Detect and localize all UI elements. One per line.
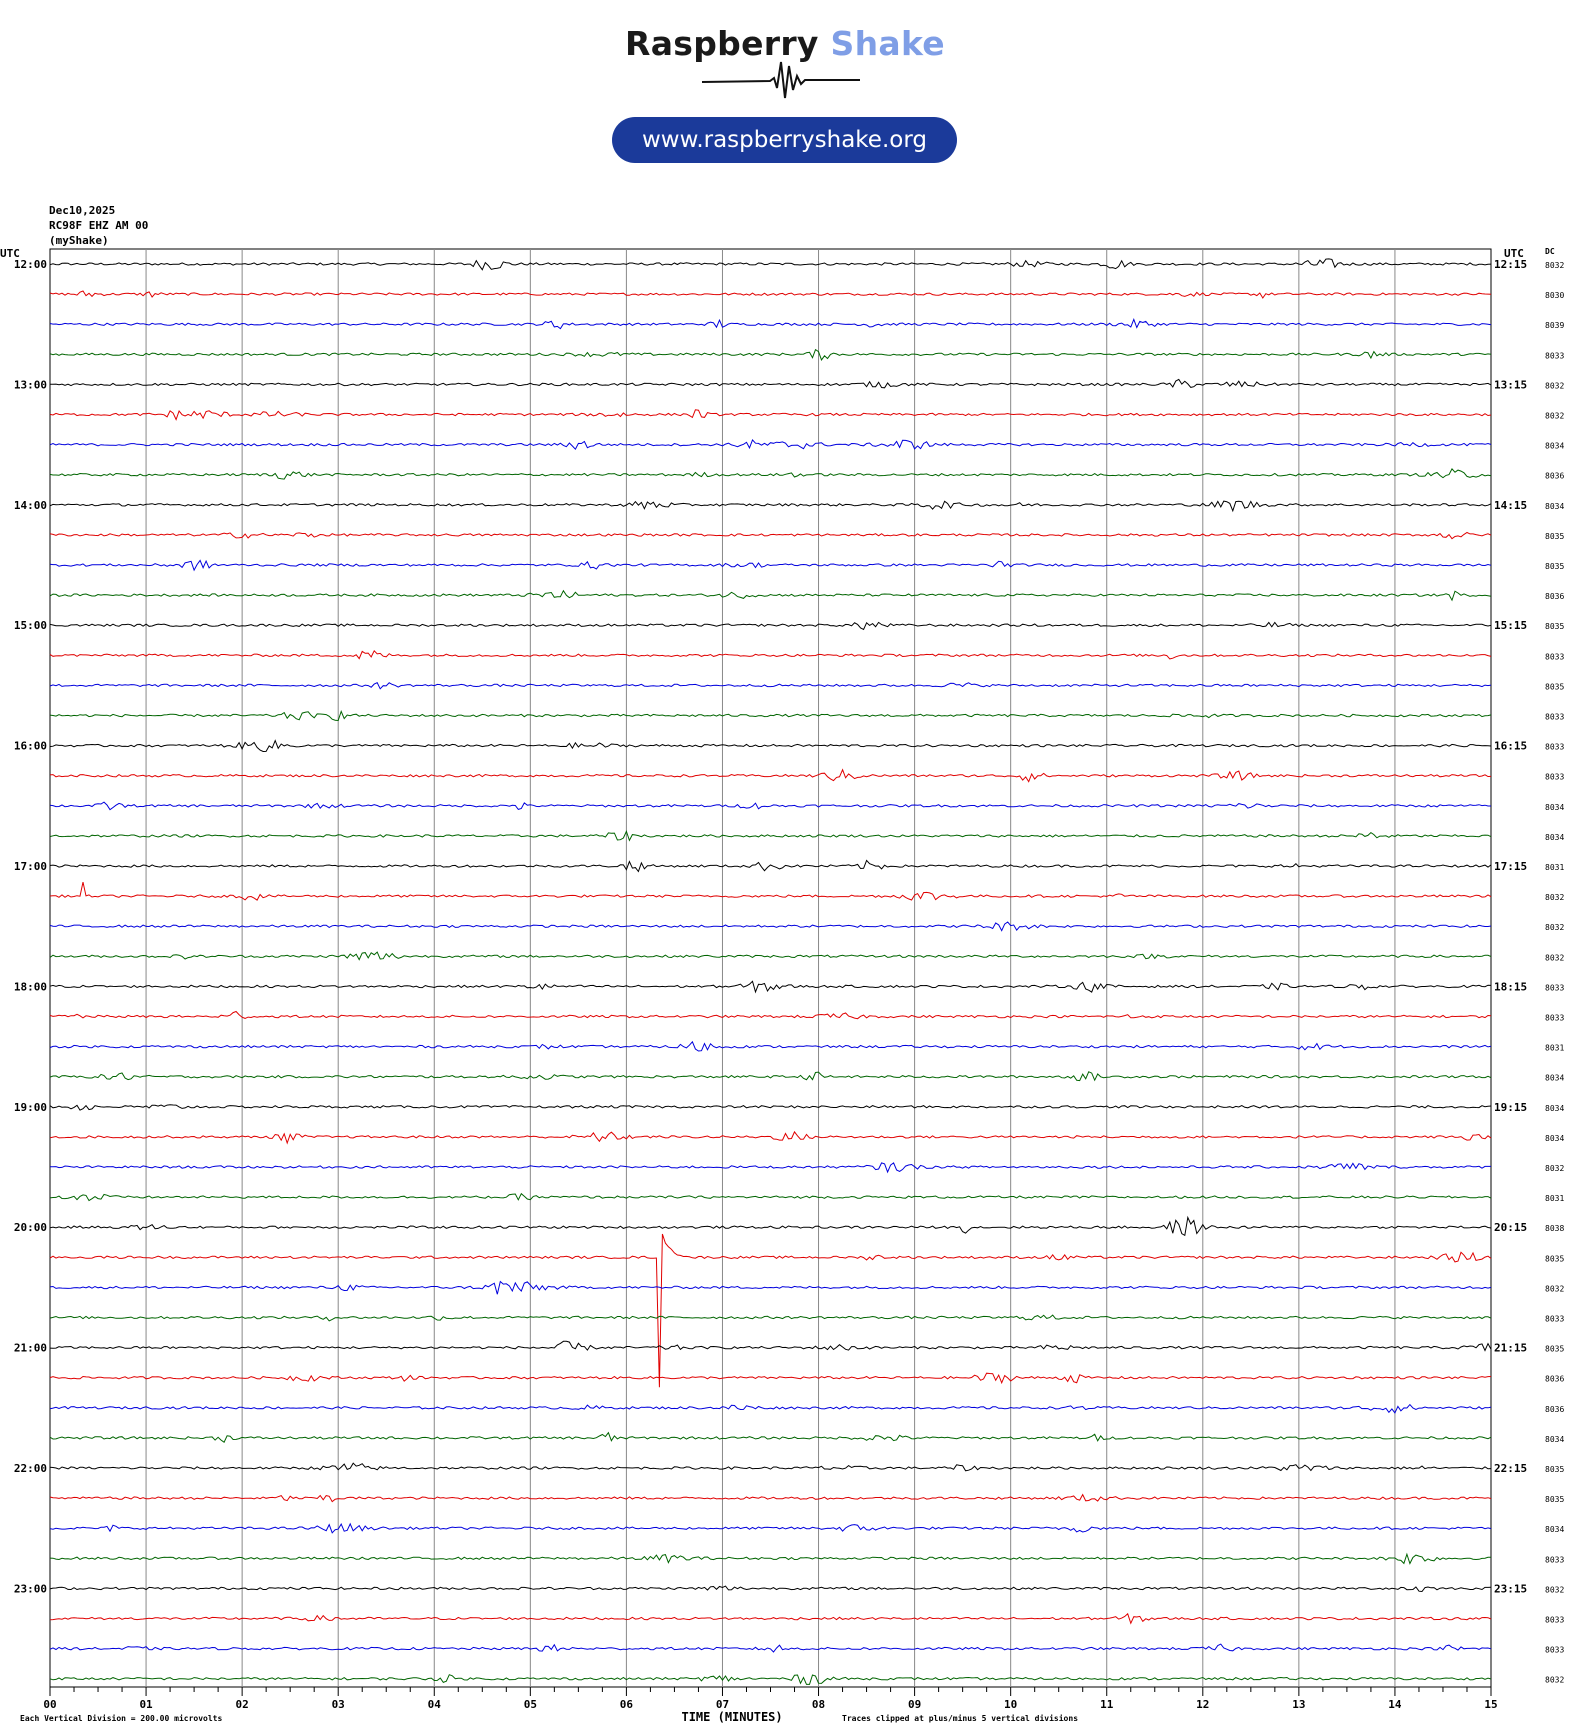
dc-offset-label: 8033: [1545, 1314, 1565, 1324]
x-tick-label: 14: [1388, 1698, 1402, 1711]
dc-offset-label: 8035: [1545, 1254, 1565, 1264]
x-tick-label: 06: [619, 1698, 634, 1711]
dc-offset-label: 8033: [1545, 772, 1565, 782]
hour-label-left: 14:00: [13, 498, 47, 512]
x-axis-title: TIME (MINUTES): [681, 1710, 783, 1724]
x-tick-label: 12: [1196, 1698, 1210, 1711]
dc-offset-label: 8032: [1545, 1585, 1565, 1595]
dc-offset-label: 8039: [1545, 321, 1565, 331]
dc-offset-label: 8033: [1545, 351, 1565, 361]
trace-row: [50, 711, 1491, 720]
trace-row: [50, 1373, 1491, 1383]
trace-row: [50, 1105, 1491, 1110]
trace-row: [50, 1072, 1491, 1081]
dc-offset-label: 8035: [1545, 562, 1565, 571]
dc-offset-label: 8034: [1545, 802, 1565, 812]
trace-row: [50, 1315, 1491, 1321]
hour-label-left: 12:00: [13, 258, 47, 271]
trace-row: [50, 1463, 1491, 1471]
trace-row: [50, 1405, 1491, 1413]
trace-row: [50, 860, 1491, 871]
trace-row: [50, 1644, 1491, 1652]
dc-offset-label: 8038: [1545, 1224, 1565, 1234]
trace-row: [50, 1012, 1491, 1019]
trace-row: [50, 501, 1491, 511]
plot-frame: [50, 249, 1491, 1687]
trace-row: [50, 1433, 1491, 1443]
hour-label-right: 14:15: [1494, 498, 1528, 512]
hour-label-left: 13:00: [13, 378, 47, 392]
x-tick-label: 01: [139, 1698, 153, 1711]
trace-row: [50, 1218, 1491, 1236]
dc-offset-label: 8031: [1545, 1043, 1565, 1053]
logo-word-raspberry: Raspberry: [625, 24, 819, 63]
hour-label-right: 20:15: [1494, 1221, 1528, 1235]
website-link[interactable]: www.raspberryshake.org: [612, 117, 957, 163]
trace-row: [50, 770, 1491, 782]
trace-row: [50, 741, 1491, 752]
trace-row: [50, 882, 1491, 900]
dc-offset-label: 8035: [1545, 682, 1565, 692]
dc-offset-label: 8032: [1545, 411, 1565, 421]
dc-offset-label: 8035: [1545, 1344, 1565, 1354]
dc-offset-label: 8032: [1545, 1675, 1565, 1685]
dc-offset-label: 8034: [1545, 1133, 1565, 1143]
dc-offset-label: 8033: [1545, 983, 1565, 993]
x-tick-label: 15: [1484, 1698, 1498, 1711]
hour-label-right: 23:15: [1494, 1582, 1528, 1596]
dc-offset-label: 8034: [1545, 832, 1565, 842]
hour-label-right: 15:15: [1494, 619, 1528, 633]
trace-row: [50, 259, 1491, 270]
trace-row: [50, 350, 1491, 360]
hour-label-left: 21:00: [13, 1341, 47, 1355]
dc-offset-label: 8034: [1545, 1434, 1565, 1444]
trace-row: [50, 1282, 1491, 1295]
dc-offset-label: 8032: [1545, 953, 1565, 963]
hour-label-left: 18:00: [13, 980, 47, 994]
dc-offset-label: 8032: [1545, 923, 1565, 933]
trace-row: [50, 1614, 1491, 1624]
trace-row: [50, 1194, 1491, 1201]
dc-offset-label: 8033: [1545, 1645, 1565, 1655]
dc-offset-label: 8034: [1545, 501, 1565, 511]
trace-row: [50, 651, 1491, 659]
dc-offset-label: 8035: [1545, 622, 1565, 632]
trace-row: [50, 1132, 1491, 1143]
x-tick-label: 03: [331, 1698, 345, 1711]
dc-label: DC: [1545, 247, 1555, 256]
dc-offset-label: 8035: [1545, 1465, 1565, 1474]
right-utc-label: UTC: [1504, 247, 1524, 260]
hour-label-right: 18:15: [1494, 980, 1528, 994]
x-tick-label: 00: [43, 1698, 57, 1711]
hour-label-left: 22:00: [13, 1462, 47, 1475]
trace-row: [50, 379, 1491, 387]
hour-label-right: 17:15: [1494, 860, 1528, 873]
dc-offset-label: 8032: [1545, 1164, 1565, 1173]
dc-offset-label: 8034: [1545, 1103, 1565, 1113]
dc-offset-label: 8031: [1545, 1194, 1565, 1204]
trace-row: [50, 1234, 1491, 1387]
hour-label-right: 19:15: [1494, 1100, 1528, 1114]
x-tick-label: 04: [427, 1698, 441, 1711]
plot-channel: RC98F EHZ AM 00: [49, 219, 149, 232]
dc-offset-label: 8033: [1545, 1013, 1565, 1023]
dc-offset-label: 8034: [1545, 1073, 1565, 1083]
dc-offset-label: 8033: [1545, 652, 1565, 662]
trace-row: [50, 1524, 1491, 1533]
dc-offset-label: 8032: [1545, 893, 1565, 903]
dc-offset-label: 8032: [1545, 381, 1565, 391]
trace-row: [50, 952, 1491, 960]
dc-offset-label: 8034: [1545, 441, 1565, 451]
hour-label-right: 21:15: [1494, 1341, 1528, 1355]
x-tick-label: 09: [907, 1698, 922, 1711]
logo-word-shake: Shake: [830, 24, 945, 63]
hour-label-right: 12:15: [1494, 258, 1528, 271]
dc-offset-label: 8034: [1545, 1525, 1565, 1535]
plot-date: Dec10,2025: [49, 204, 116, 217]
dc-offset-label: 8035: [1545, 1495, 1565, 1505]
dc-offset-label: 8031: [1545, 863, 1565, 872]
x-tick-label: 11: [1100, 1698, 1114, 1711]
trace-row: [50, 1341, 1491, 1350]
dc-offset-label: 8035: [1545, 531, 1565, 541]
hour-label-right: 13:15: [1494, 378, 1528, 392]
left-utc-label: UTC: [0, 247, 20, 260]
trace-row: [50, 291, 1491, 298]
hour-label-left: 16:00: [13, 739, 47, 753]
trace-row: [50, 591, 1491, 601]
trace-row: [50, 1554, 1491, 1563]
hour-label-left: 20:00: [13, 1221, 47, 1235]
trace-row: [50, 319, 1491, 328]
trace-row: [50, 440, 1491, 449]
plot-source: (myShake): [49, 234, 109, 247]
x-tick-label: 08: [811, 1698, 826, 1711]
trace-row: [50, 831, 1491, 840]
trace-row: [50, 1042, 1491, 1051]
hour-label-left: 23:00: [13, 1582, 47, 1596]
dc-offset-label: 8032: [1545, 261, 1565, 270]
trace-row: [50, 469, 1491, 479]
hour-label-right: 22:15: [1494, 1462, 1528, 1475]
trace-row: [50, 683, 1491, 689]
dc-offset-label: 8030: [1545, 291, 1565, 301]
trace-row: [50, 622, 1491, 629]
trace-row: [50, 922, 1491, 931]
x-tick-label: 13: [1292, 1698, 1306, 1711]
dc-offset-label: 8033: [1545, 1615, 1565, 1625]
footer-clip-note: Traces clipped at plus/minus 5 vertical divisions: [842, 1714, 1079, 1723]
dc-offset-label: 8033: [1545, 1555, 1565, 1565]
dc-offset-label: 8033: [1545, 712, 1565, 722]
hour-label-left: 15:00: [13, 619, 47, 633]
trace-row: [50, 981, 1491, 992]
x-tick-label: 10: [1004, 1698, 1018, 1711]
trace-row: [50, 533, 1491, 539]
trace-row: [50, 560, 1491, 570]
trace-row: [50, 1586, 1491, 1591]
dc-offset-label: 8032: [1545, 1284, 1565, 1294]
dc-offset-label: 8036: [1545, 1404, 1565, 1414]
trace-row: [50, 410, 1491, 420]
trace-row: [50, 802, 1491, 810]
hour-label-left: 19:00: [13, 1100, 47, 1114]
dc-offset-label: 8033: [1545, 742, 1565, 752]
hour-label-right: 16:15: [1494, 739, 1528, 753]
footer-scale-note: Each Vertical Division = 200.00 microvolts: [20, 1714, 223, 1723]
dc-offset-label: 8036: [1545, 1374, 1565, 1384]
x-tick-label: 07: [715, 1698, 730, 1711]
trace-row: [50, 1675, 1491, 1685]
x-tick-label: 02: [235, 1698, 249, 1711]
trace-row: [50, 1163, 1491, 1172]
trace-row: [50, 1495, 1491, 1502]
dc-offset-label: 8036: [1545, 471, 1565, 481]
x-tick-label: 05: [523, 1698, 537, 1711]
dc-offset-label: 8036: [1545, 592, 1565, 602]
hour-label-left: 17:00: [13, 860, 47, 873]
